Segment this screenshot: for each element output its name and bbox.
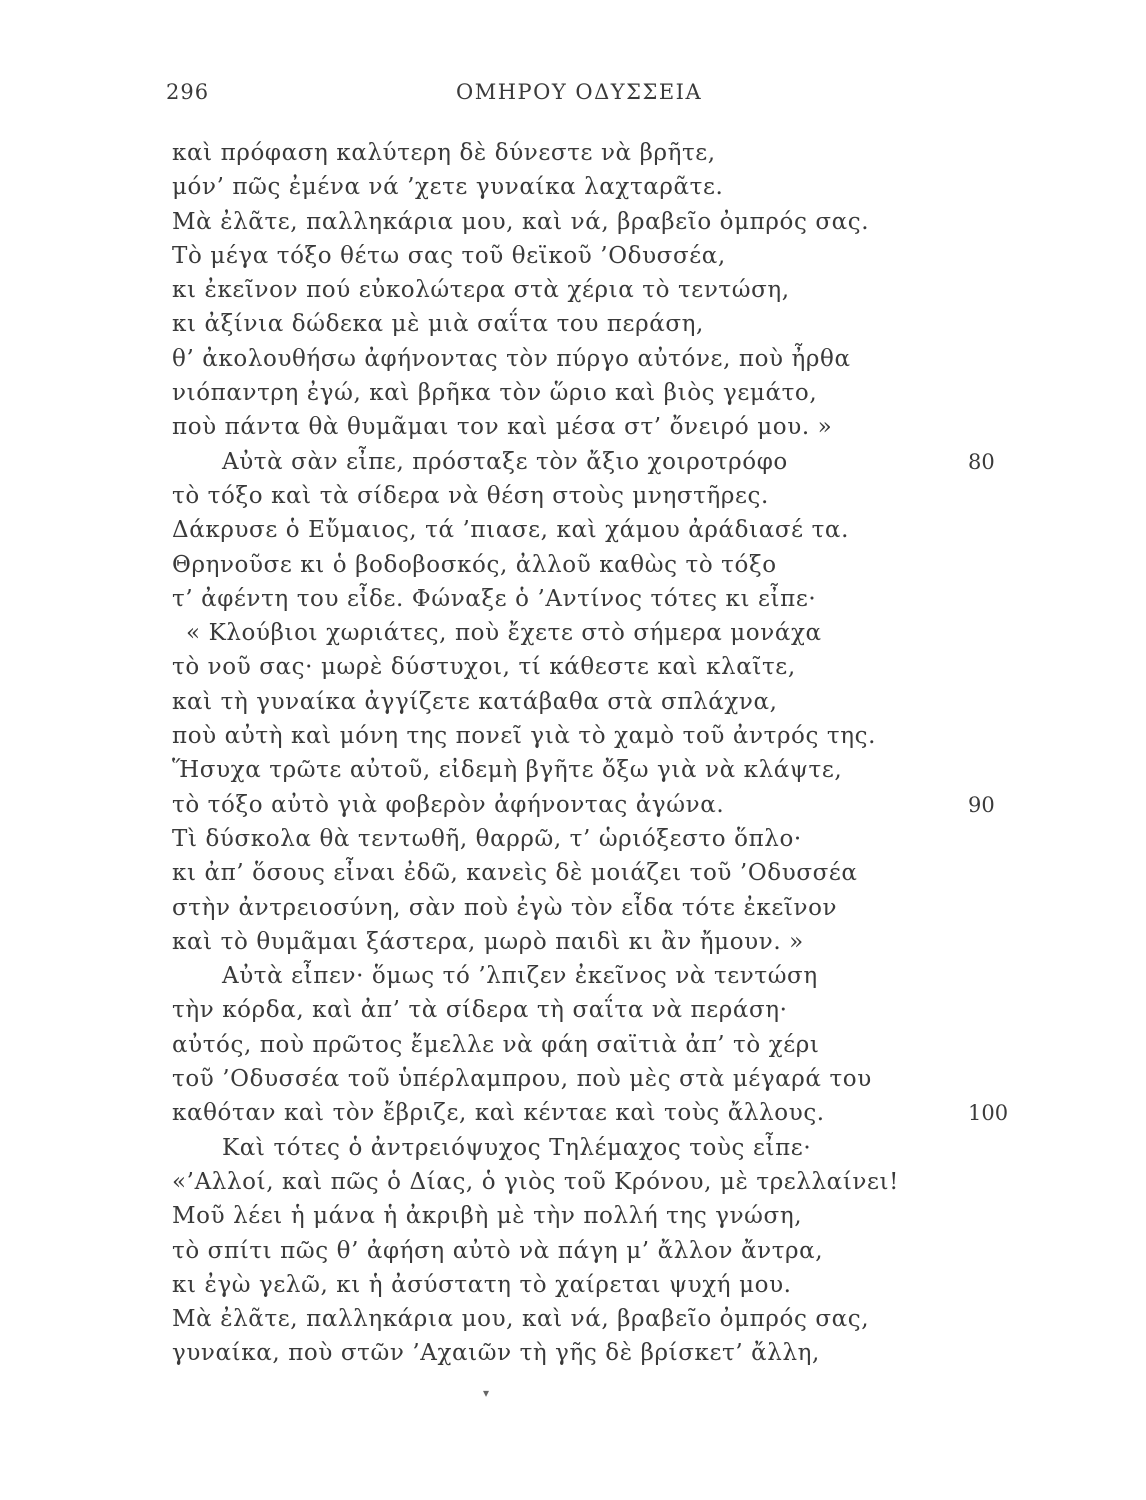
- verse-line: [0, 136, 1146, 170]
- verse-line: [0, 342, 1146, 376]
- verse-line: [0, 307, 1146, 341]
- verse-text: τοῦ ’Οδυσσέα τοῦ ὑπέρλαμπρου, ποὺ μὲς στὰ μέγαρά του: [172, 1066, 872, 1093]
- verse-text: Μὰ ἐλᾶτε, παλληκάρια μου, καὶ νά, βραβεῖο ὀμπρός σας.: [172, 208, 870, 235]
- verse-text: κι ἐκεῖνον πού εὐκολώτερα στὰ χέρια τὸ τεντώση,: [172, 277, 790, 304]
- verse-line: [0, 753, 1146, 787]
- verse-line: [0, 1302, 1146, 1336]
- verse-text: Τὶ δύσκολα θὰ τεντωθῆ, θαρρῶ, τ’ ὡριόξεστο ὅπλο·: [172, 825, 802, 852]
- verse-line: [0, 1199, 1146, 1233]
- verse-text: κι ἀξίνια δώδεκα μὲ μιὰ σαΐτα του περάση,: [172, 311, 704, 338]
- verse-line: [0, 650, 1146, 684]
- verse-text: Αὐτὰ εἶπεν· ὅμως τό ’λπιζεν ἐκεῖνος νὰ τεντώση: [222, 963, 818, 990]
- verse-line: [0, 376, 1146, 410]
- verse-line: [0, 891, 1146, 925]
- verse-line: [0, 205, 1146, 239]
- verse-line: [0, 856, 1146, 890]
- verse-text: καθόταν καὶ τὸν ἔβριζε, καὶ κένταε καὶ τοὺς ἄλλους.: [172, 1100, 825, 1127]
- verse-text: τὴν κόρδα, καὶ ἀπ’ τὰ σίδερα τὴ σαΐτα νὰ περάση·: [172, 997, 788, 1024]
- verse-text: Καὶ τότες ὁ ἀντρειόψυχος Τηλέμαχος τοὺς εἶπε·: [222, 1134, 812, 1161]
- verse-text: τ’ ἀφέντη του εἶδε. Φώναξε ὁ ’Αντίνος τότες κι εἶπε·: [172, 585, 817, 612]
- verse-line: [0, 925, 1146, 959]
- verse-line: [0, 685, 1146, 719]
- verse-text: μόν’ πῶς ἐμένα νά ’χετε γυναίκα λαχταρᾶτε.: [172, 174, 724, 201]
- verse-line: [0, 548, 1146, 582]
- verse-text: Μὰ ἐλᾶτε, παλληκάρια μου, καὶ νά, βραβεῖο ὀμπρός σας,: [172, 1306, 870, 1333]
- verse-text: Δάκρυσε ὁ Εὔμαιος, τά ’πιασε, καὶ χάμου ἀράδιασέ τα.: [172, 517, 849, 544]
- verse-line: [0, 822, 1146, 856]
- verse-text: γυναίκα, ποὺ στῶν ’Αχαιῶν τὴ γῆς δὲ βρίσκετ’ ἄλλη,: [172, 1340, 820, 1367]
- verse-line: [0, 788, 1146, 822]
- verse-line: [0, 479, 1146, 513]
- verse-line: [0, 1268, 1146, 1302]
- verse-line: [0, 582, 1146, 616]
- poem-body: [0, 136, 1146, 1371]
- verse-text: κι ἐγὼ γελῶ, κι ἡ ἀσύστατη τὸ χαίρεται ψυχή μου.: [172, 1271, 792, 1298]
- verse-text: τὸ τόξο αὐτὸ γιὰ φοβερὸν ἀφήνοντας ἀγώνα.: [172, 791, 725, 818]
- line-number: 80: [968, 449, 995, 474]
- printer-mark: ▾: [483, 1386, 490, 1400]
- verse-text: νιόπαντρη ἐγώ, καὶ βρῆκα τὸν ὥριο καὶ βιὸς γεμάτο,: [172, 380, 818, 407]
- verse-text: Θρηνοῦσε κι ὁ βοδοβοσκός, ἀλλοῦ καθὼς τὸ τόξο: [172, 551, 777, 578]
- verse-text: Ἥσυχα τρῶτε αὐτοῦ, εἰδεμὴ βγῆτε ὄξω γιὰ νὰ κλάψτε,: [172, 757, 843, 784]
- verse-text: καὶ τὴ γυναίκα ἀγγίζετε κατάβαθα στὰ σπλάχνα,: [172, 688, 778, 715]
- verse-text: Τὸ μέγα τόξο θέτω σας τοῦ θεϊκοῦ ’Οδυσσέα,: [172, 242, 726, 269]
- verse-line: [0, 1028, 1146, 1062]
- verse-line: [0, 170, 1146, 204]
- verse-text: « Κλούβιοι χωριάτες, ποὺ ἔχετε στὸ σήμερα μονάχα: [186, 620, 822, 647]
- verse-line: [0, 1062, 1146, 1096]
- verse-line: [0, 273, 1146, 307]
- verse-text: αὐτός, ποὺ πρῶτος ἔμελλε νὰ φάη σαϊτιὰ ἀπ’ τὸ χέρι: [172, 1031, 820, 1058]
- verse-line: [0, 719, 1146, 753]
- page-number: 296: [166, 80, 210, 104]
- verse-text: Αὐτὰ σὰν εἶπε, πρόσταξε τὸν ἄξιο χοιροτρόφο: [222, 448, 788, 475]
- running-title: ΟΜΗΡΟΥ ΟΔΥΣΣΕΙΑ: [456, 80, 703, 104]
- verse-line: [0, 1234, 1146, 1268]
- verse-text: καὶ τὸ θυμᾶμαι ξάστερα, μωρὸ παιδὶ κι ἂν ἤμουν. »: [172, 928, 804, 955]
- verse-line: [0, 513, 1146, 547]
- line-number: 90: [968, 792, 995, 817]
- verse-text: ποὺ αὐτὴ καὶ μόνη της πονεῖ γιὰ τὸ χαμὸ τοῦ ἀντρός της.: [172, 723, 876, 750]
- verse-line: [0, 410, 1146, 444]
- verse-line: [0, 993, 1146, 1027]
- verse-line: [0, 1096, 1146, 1130]
- verse-line: [0, 1336, 1146, 1370]
- verse-text: τὸ τόξο καὶ τὰ σίδερα νὰ θέση στοὺς μνηστῆρες.: [172, 482, 769, 509]
- verse-text: Μοῦ λέει ἡ μάνα ἡ ἀκριβὴ μὲ τὴν πολλή της γνώση,: [172, 1203, 803, 1230]
- verse-line: [0, 959, 1146, 993]
- verse-text: κι ἀπ’ ὅσους εἶναι ἐδῶ, κανεὶς δὲ μοιάζει τοῦ ’Οδυσσέα: [172, 860, 858, 887]
- verse-text: ποὺ πάντα θὰ θυμᾶμαι τον καὶ μέσα στ’ ὄνειρό μου. »: [172, 414, 833, 441]
- verse-line: [0, 1131, 1146, 1165]
- verse-text: «’Αλλοί, καὶ πῶς ὁ Δίας, ὁ γιὸς τοῦ Κρόνου, μὲ τρελλαίνει!: [172, 1168, 899, 1195]
- verse-text: θ’ ἀκολουθήσω ἀφήνοντας τὸν πύργο αὐτόνε, ποὺ ἦρθα: [172, 345, 851, 372]
- page-header: [0, 80, 1146, 116]
- verse-text: καὶ πρόφαση καλύτερη δὲ δύνεστε νὰ βρῆτε,: [172, 140, 716, 166]
- line-number: 100: [968, 1101, 1009, 1126]
- verse-line: [0, 239, 1146, 273]
- verse-line: [0, 445, 1146, 479]
- verse-text: τὸ σπίτι πῶς θ’ ἀφήση αὐτὸ νὰ πάγη μ’ ἄλλον ἄντρα,: [172, 1237, 824, 1264]
- verse-line: [0, 1165, 1146, 1199]
- verse-text: στὴν ἀντρειοσύνη, σὰν ποὺ ἐγὼ τὸν εἶδα τότε ἐκεῖνον: [172, 894, 838, 921]
- verse-line: [0, 616, 1146, 650]
- verse-text: τὸ νοῦ σας· μωρὲ δύστυχοι, τί κάθεστε καὶ κλαῖτε,: [172, 654, 796, 681]
